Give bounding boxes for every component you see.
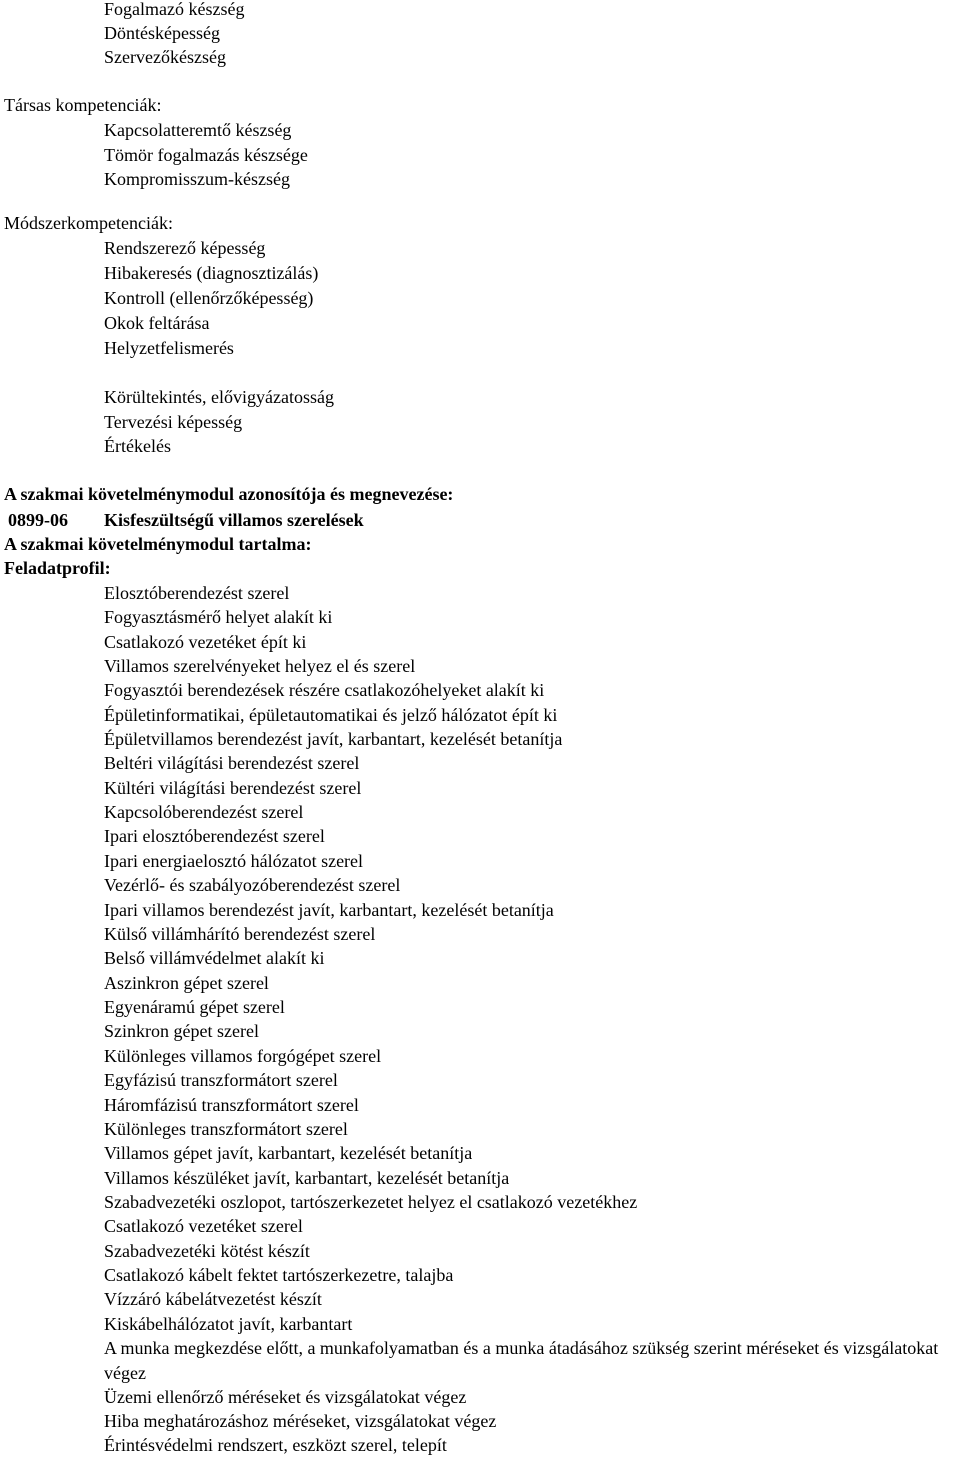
task-item: Szinkron gépet szerel bbox=[104, 1021, 259, 1041]
module-content-heading: A szakmai követelménymodul tartalma: bbox=[4, 534, 312, 554]
task-item: Csatlakozó kábelt fektet tartószerkezetre, talajba bbox=[104, 1265, 454, 1285]
competency-item: Szervezőkészség bbox=[104, 47, 226, 67]
task-item: Épületinformatikai, épületautomatikai és jelző hálózatot épít ki bbox=[104, 705, 558, 725]
task-item: Villamos szerelvényeket helyez el és szerel bbox=[104, 656, 416, 676]
task-item: Különleges transzformátort szerel bbox=[104, 1119, 348, 1139]
task-item: Hiba meghatározáshoz méréseket, vizsgálatokat végez bbox=[104, 1411, 497, 1431]
task-item: Aszinkron gépet szerel bbox=[104, 973, 269, 993]
task-item: Egyenáramú gépet szerel bbox=[104, 997, 285, 1017]
competency-item: Tervezési képesség bbox=[104, 412, 243, 432]
task-item: Egyfázisú transzformátort szerel bbox=[104, 1070, 338, 1090]
task-item: Vízzáró kábelátvezetést készít bbox=[104, 1289, 322, 1309]
competency-item: Helyzetfelismerés bbox=[104, 338, 234, 358]
task-profile-heading: Feladatprofil: bbox=[4, 558, 111, 578]
task-item: Külső villámhárító berendezést szerel bbox=[104, 924, 376, 944]
task-item: Ipari energiaelosztó hálózatot szerel bbox=[104, 851, 364, 871]
task-item: Villamos gépet javít, karbantart, kezelését betanítja bbox=[104, 1143, 473, 1163]
module-code: 0899-06 bbox=[8, 510, 68, 530]
competency-item: Körültekintés, elővigyázatosság bbox=[104, 387, 334, 407]
module-id-heading: A szakmai követelménymodul azonosítója és megnevezése: bbox=[4, 484, 454, 504]
task-item: Kapcsolóberendezést szerel bbox=[104, 802, 304, 822]
task-item: Beltéri világítási berendezést szerel bbox=[104, 753, 360, 773]
task-item: Érintésvédelmi rendszert, eszközt szerel, telepít bbox=[104, 1435, 447, 1455]
competency-item: Döntésképesség bbox=[104, 23, 220, 43]
task-item: Fogyasztásmérő helyet alakít ki bbox=[104, 607, 333, 627]
section-heading-social: Társas kompetenciák: bbox=[4, 95, 162, 115]
competency-item: Okok feltárása bbox=[104, 313, 210, 333]
competency-item: Kontroll (ellenőrzőképesség) bbox=[104, 288, 314, 308]
task-item: Ipari villamos berendezést javít, karbantart, kezelését betanítja bbox=[104, 900, 554, 920]
competency-item: Kapcsolatteremtő készség bbox=[104, 120, 292, 140]
competency-item: Hibakeresés (diagnosztizálás) bbox=[104, 263, 319, 283]
task-item: Elosztóberendezést szerel bbox=[104, 583, 290, 603]
task-item: Vezérlő- és szabályozóberendezést szerel bbox=[104, 875, 401, 895]
task-item: Fogyasztói berendezések részére csatlakozóhelyeket alakít ki bbox=[104, 680, 545, 700]
competency-item: Értékelés bbox=[104, 436, 171, 456]
module-name: Kisfeszültségű villamos szerelések bbox=[104, 510, 364, 530]
section-heading-method: Módszerkompetenciák: bbox=[4, 213, 173, 233]
competency-item: Fogalmazó készség bbox=[104, 0, 245, 19]
task-item: Villamos készüléket javít, karbantart, kezelését betanítja bbox=[104, 1168, 510, 1188]
task-item-wrapped: A munka megkezdése előtt, a munkafolyamatban és a munka átadásához szükség szerint méréseket és vizsgálatokat végez bbox=[104, 1338, 939, 1383]
task-item: Épületvillamos berendezést javít, karbantart, kezelését betanítja bbox=[104, 729, 563, 749]
task-item: Kiskábelhálózatot javít, karbantart bbox=[104, 1314, 353, 1334]
competency-item: Kompromisszum-készség bbox=[104, 169, 290, 189]
competency-item: Rendszerező képesség bbox=[104, 238, 266, 258]
task-item: Kültéri világítási berendezést szerel bbox=[104, 778, 362, 798]
task-item: Háromfázisú transzformátort szerel bbox=[104, 1095, 359, 1115]
task-item: Belső villámvédelmet alakít ki bbox=[104, 948, 325, 968]
task-item: Ipari elosztóberendezést szerel bbox=[104, 826, 325, 846]
task-item: Csatlakozó vezetéket szerel bbox=[104, 1216, 303, 1236]
task-item: Üzemi ellenőrző méréseket és vizsgálatokat végez bbox=[104, 1387, 467, 1407]
task-item: Szabadvezetéki oszlopot, tartószerkezetet helyez el csatlakozó vezetékhez bbox=[104, 1192, 638, 1212]
task-item: Csatlakozó vezetéket épít ki bbox=[104, 632, 307, 652]
competency-item: Tömör fogalmazás készsége bbox=[104, 145, 308, 165]
task-item: Szabadvezetéki kötést készít bbox=[104, 1241, 310, 1261]
task-item: Különleges villamos forgógépet szerel bbox=[104, 1046, 382, 1066]
